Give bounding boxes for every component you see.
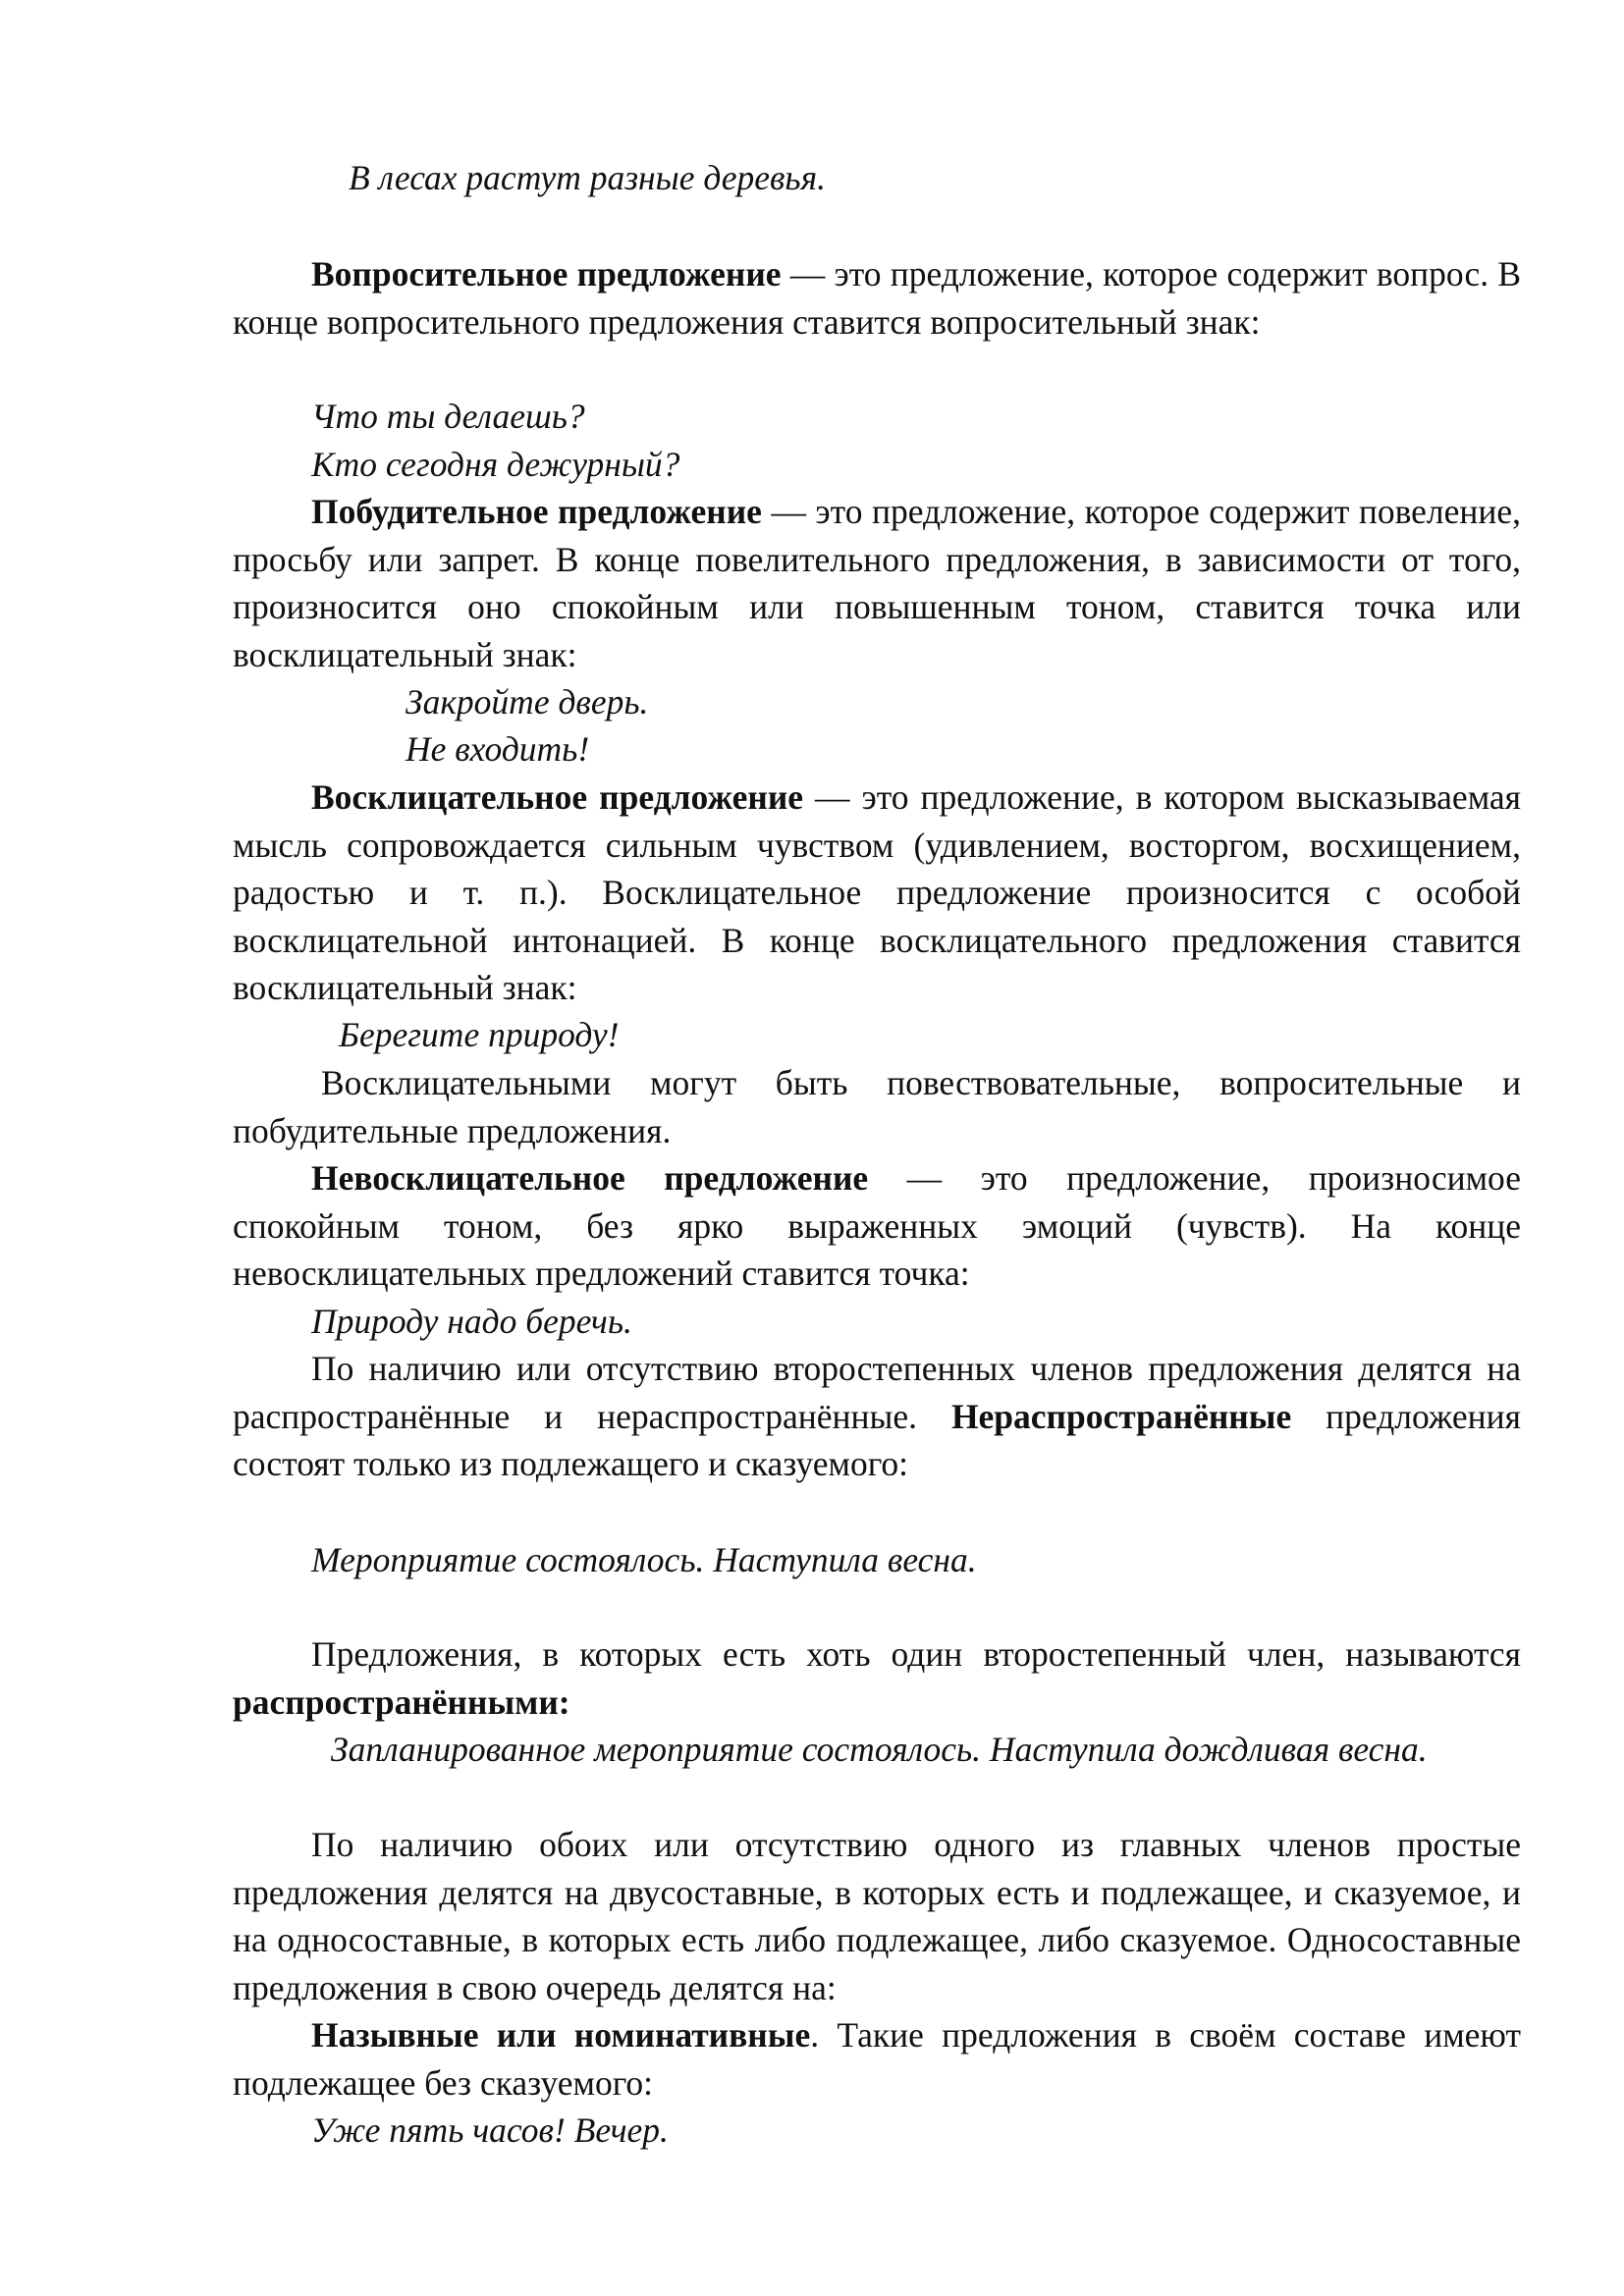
- paragraph-non-exclamatory: [233, 1154, 1521, 1298]
- example-sentence: Запланированное мероприятие состоялось. Наступила дождливая весна.: [331, 1730, 1428, 1769]
- paragraph-text: По наличию обоих или отсутствию одного из главных членов простые предложения делятся на двусоставные, в которых есть и подлежащее, и сказуемое, и на односоставные, в которых есть либо подлежащее, либо сказуемое. Односоставные предложения в свою очередь делятся на:: [233, 1825, 1521, 2007]
- example-sentence: Мероприятие состоялось. Наступила весна.: [311, 1540, 977, 1579]
- example-sentence: Что ты делаешь?: [311, 397, 585, 436]
- paragraph-nominative: [233, 2011, 1521, 2107]
- example-sentence: Кто сегодня дежурный?: [311, 445, 680, 484]
- term-exclamatory: Восклицательное предложение: [311, 777, 804, 817]
- term-interrogative: Вопросительное предложение: [311, 254, 782, 294]
- paragraph-exclamatory-note: [233, 1059, 1521, 1154]
- paragraph-text: предложения состоят только из подлежащего и сказуемого:: [233, 1396, 1521, 1483]
- example-sentence: Уже пять часов! Вечер.: [311, 2110, 669, 2150]
- term-nominative: Назывные или номинативные: [311, 2015, 811, 2055]
- term-extended: распространёнными:: [233, 1682, 570, 1722]
- term-unextended: Нераспространённые: [950, 1396, 1292, 1436]
- paragraph-imperative: [233, 488, 1521, 678]
- example-sentence: Не входить!: [406, 729, 590, 769]
- definition-text: — это предложение, которое содержит повеление, просьбу или запрет. В конце повелительного предложения, в зависимости от того, произносится оно спокойным или повышенным тоном, ставится точка или восклицательный знак:: [233, 492, 1522, 674]
- definition-text: . Такие предложения в своём составе имеют подлежащее без сказуемого:: [233, 2015, 1521, 2103]
- definition-text: — это предложение, которое содержит вопрос. В конце вопросительного предложения ставится вопросительный знак:: [233, 254, 1522, 342]
- definition-text: — это предложение, в котором высказываемая мысль сопровождается сильным чувством (удивлением, восторгом, восхищением, радостью и т. п.). Восклицательное предложение произносится с особой восклицательной интонацией. В конце восклицательного предложения ставится восклицательный знак:: [233, 777, 1521, 1007]
- example-sentence: Берегите природу!: [339, 1015, 620, 1054]
- paragraph-text: Восклицательными могут быть повествовательные, вопросительные и побудительные предложения.: [233, 1063, 1521, 1150]
- paragraph-text: По наличию или отсутствию второстепенных членов предложения делятся на распространённые и нераспространённые.: [233, 1349, 1521, 1436]
- term-non-exclamatory: Невосклицательное предложение: [311, 1158, 869, 1198]
- term-imperative: Побудительное предложение: [311, 492, 762, 531]
- paragraph-unextended: [233, 1345, 1521, 1488]
- paragraph-text: Предложения, в которых есть хоть один второстепенный член, называются: [311, 1634, 1521, 1674]
- paragraph-interrogative: [233, 250, 1521, 346]
- paragraph-composition: [233, 1821, 1521, 2011]
- paragraph-exclamatory: [233, 774, 1521, 1012]
- example-sentence: Природу надо беречь.: [311, 1302, 632, 1341]
- example-sentence: В лесах растут разные деревья.: [349, 158, 826, 197]
- example-sentence: Закройте дверь.: [406, 682, 649, 721]
- definition-text: — это предложение, произносимое спокойным тоном, без ярко выраженных эмоций (чувств). На конце невосклицательных предложений ставится точка:: [233, 1158, 1521, 1293]
- paragraph-extended: [233, 1630, 1521, 1726]
